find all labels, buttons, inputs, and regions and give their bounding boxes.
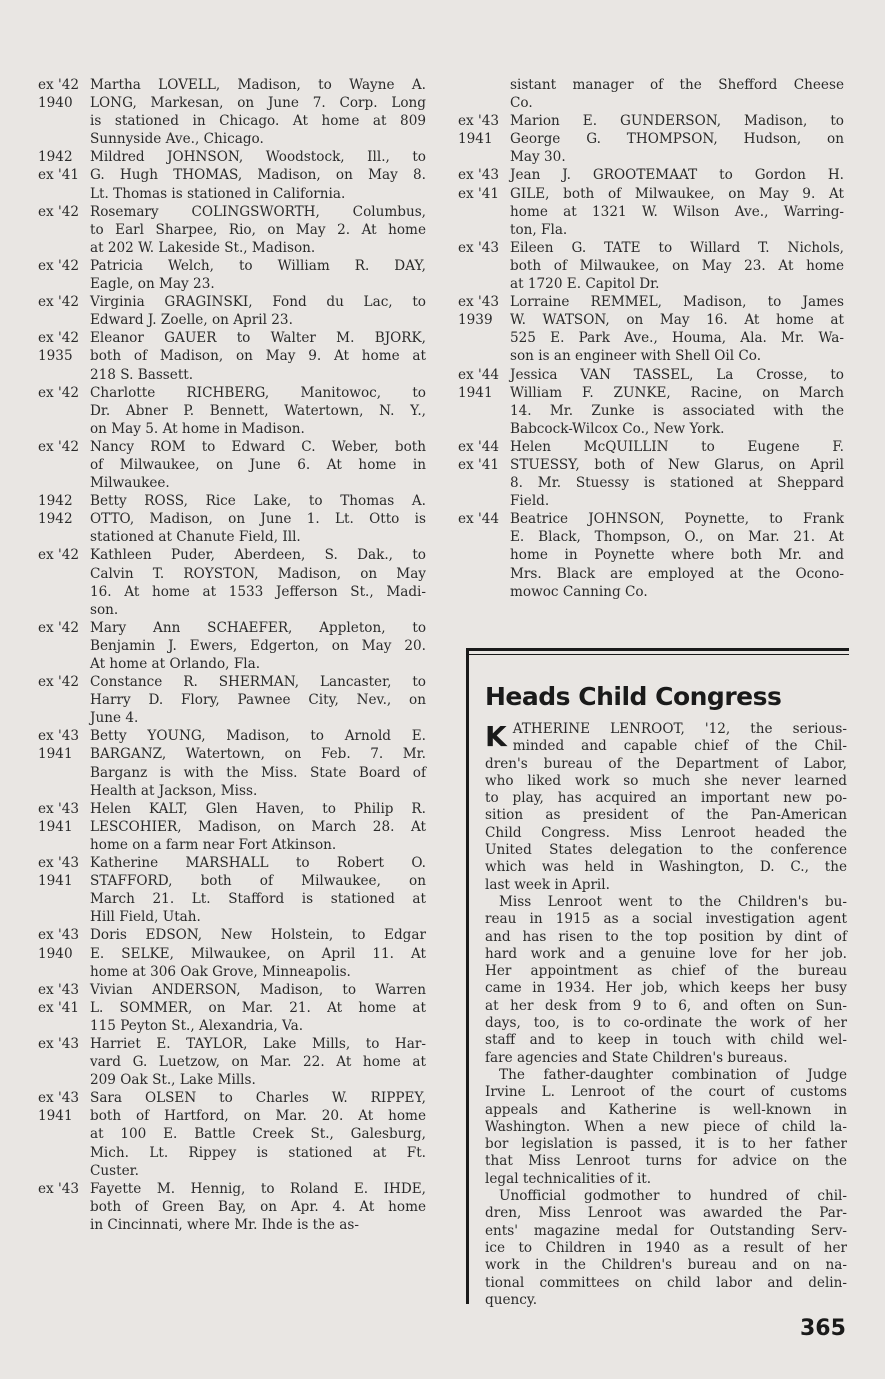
class-year-tag: ex '42 [38, 619, 80, 636]
entry-line: home at 1321 W. Wilson Ave., Warring- [510, 203, 844, 220]
entry-line: Custer. [90, 1162, 139, 1179]
entry-line: E. Black, Thompson, O., on Mar. 21. At [510, 529, 844, 546]
entry-text [510, 166, 844, 238]
entry-line: ton, Fla. [510, 221, 568, 238]
entry-line: Eileen G. TATE to Willard T. Nichols, [510, 239, 844, 256]
entry-line: LESCOHIER, Madison, on March 28. At [90, 818, 426, 835]
entry-text [90, 800, 426, 854]
box-top-rule [469, 648, 849, 651]
class-year-tag: ex '43 [38, 800, 80, 817]
article-line: Irvine L. Lenroot of the court of customs [485, 1084, 847, 1101]
article-line: last week in April. [485, 876, 610, 893]
class-year-tags [38, 854, 90, 926]
article-line: appeals and Katherine is well-known in [485, 1101, 847, 1118]
entry-line: 209 Oak St., Lake Mills. [90, 1072, 256, 1089]
class-note-entry [38, 76, 426, 148]
entry-text [510, 112, 844, 166]
class-year-tag: ex '42 [38, 294, 80, 311]
class-year-tags [38, 384, 90, 438]
article-line: came in 1934. Her job, which keeps her busy [485, 980, 847, 997]
article-line: days, too, is to co-ordinate the work of her [485, 1015, 847, 1032]
entry-line: L. SOMMER, on Mar. 21. At home at [90, 999, 426, 1016]
class-year-tag: 1940 [38, 945, 73, 962]
article-line: legal technicalities of it. [485, 1170, 652, 1187]
article-line: ents' magazine medal for Outstanding Serv- [485, 1222, 847, 1239]
class-year-tag: ex '43 [458, 239, 500, 256]
entry-line: BARGANZ, Watertown, on Feb. 7. Mr. [90, 746, 426, 763]
entry-line: Doris EDSON, New Holstein, to Edgar [90, 927, 426, 944]
class-year-tag: ex '43 [458, 294, 500, 311]
class-year-tag: ex '44 [458, 366, 500, 383]
class-year-tag: ex '41 [458, 456, 500, 473]
entry-line: Betty YOUNG, Madison, to Arnold E. [90, 728, 426, 745]
class-note-entry [38, 329, 426, 383]
article-line: work in the Children's bureau and on na- [485, 1257, 847, 1274]
entry-text [90, 76, 426, 148]
entry-line: Katherine MARSHALL to Robert O. [90, 855, 426, 872]
class-year-tag: 1941 [458, 131, 493, 148]
entry-text [90, 293, 426, 329]
class-year-tag: 1941 [38, 1108, 73, 1125]
entry-line: Nancy ROM to Edward C. Weber, both [90, 438, 426, 455]
class-note-entry [38, 293, 426, 329]
entry-text [90, 619, 426, 673]
entry-text [90, 926, 426, 980]
entry-line: George G. THOMPSON, Hudson, on [510, 131, 844, 148]
class-year-tags [38, 981, 90, 1035]
entry-line: in Cincinnati, where Mr. Ihde is the as- [90, 1216, 359, 1233]
entry-line: both of Milwaukee, on May 23. At home [510, 257, 844, 274]
class-year-tag: ex '43 [38, 1035, 80, 1052]
entry-line: Sunnyside Ave., Chicago. [90, 131, 264, 148]
entry-line: both of Madison, on May 9. At home at [90, 348, 426, 365]
entry-line: Jean J. GROOTEMAAT to Gordon H. [510, 167, 844, 184]
class-year-tag: ex '43 [38, 728, 80, 745]
entry-text [510, 76, 844, 112]
class-year-tag: ex '43 [38, 927, 80, 944]
article-line: to play, has acquired an important new po- [485, 790, 847, 807]
entry-line: Jessica VAN TASSEL, La Crosse, to [510, 366, 844, 383]
entry-text [90, 546, 426, 618]
entry-line: Mary Ann SCHAEFER, Appleton, to [90, 619, 426, 636]
entry-line: Mich. Lt. Rippey is stationed at Ft. [90, 1144, 426, 1161]
entry-line: Edward J. Zoelle, on April 23. [90, 312, 293, 329]
class-year-tags [38, 619, 90, 673]
class-year-tag: ex '41 [38, 999, 80, 1016]
class-year-tag: ex '44 [458, 438, 500, 455]
entry-line: both of Hartford, on Mar. 20. At home [90, 1108, 426, 1125]
article-line: Washington. When a new piece of child la- [485, 1118, 847, 1135]
class-year-tags [458, 166, 510, 238]
entry-text [510, 239, 844, 293]
entry-line: both of Green Bay, on Apr. 4. At home [90, 1198, 426, 1215]
entry-line: Eleanor GAUER to Walter M. BJORK, [90, 330, 426, 347]
entry-line: son is an engineer with Shell Oil Co. [510, 348, 762, 365]
class-year-tags [38, 257, 90, 293]
entry-line: on May 5. At home in Madison. [90, 420, 305, 437]
article-line: that Miss Lenroot turns for advice on the [485, 1153, 847, 1170]
class-year-tag: 1940 [38, 95, 73, 112]
class-note-entry [458, 293, 844, 365]
entry-text [90, 1089, 426, 1179]
class-year-tag: ex '42 [38, 384, 80, 401]
class-year-tags [458, 293, 510, 365]
entry-line: Mrs. Black are employed at the Ocono- [510, 565, 844, 582]
entry-line: is stationed in Chicago. At home at 809 [90, 113, 426, 130]
class-year-tag: 1935 [38, 348, 73, 365]
class-year-tags [38, 492, 90, 546]
entry-line: Helen KALT, Glen Haven, to Philip R. [90, 800, 426, 817]
entry-line: LONG, Markesan, on June 7. Corp. Long [90, 95, 426, 112]
class-year-tag: ex '42 [38, 257, 80, 274]
entry-line: G. Hugh THOMAS, Madison, on May 8. [90, 167, 426, 184]
class-note-entry [38, 384, 426, 438]
class-note-entry [458, 166, 844, 238]
class-note-entry [38, 926, 426, 980]
entry-text [90, 981, 426, 1035]
class-note-entry [458, 112, 844, 166]
entry-text [510, 510, 844, 600]
class-note-entry [38, 800, 426, 854]
entry-line: 525 E. Park Ave., Houma, Ala. Mr. Wa- [510, 330, 844, 347]
class-year-tag: ex '43 [38, 1090, 80, 1107]
entry-line: June 4. [90, 710, 139, 727]
entry-line: Beatrice JOHNSON, Poynette, to Frank [510, 511, 844, 528]
entry-line: Rosemary COLINGSWORTH, Columbus, [90, 203, 426, 220]
left-column [38, 76, 426, 1234]
article-line: Child Congress. Miss Lenroot headed the [485, 824, 847, 841]
class-year-tag: 1941 [458, 384, 493, 401]
class-year-tags [458, 239, 510, 293]
class-year-tags [38, 727, 90, 799]
class-year-tags [458, 366, 510, 438]
entry-line: Milwaukee. [90, 475, 170, 492]
entry-text [90, 1180, 426, 1234]
class-year-tag: ex '43 [458, 113, 500, 130]
entry-line: Benjamin J. Ewers, Edgerton, on May 20. [90, 637, 426, 654]
entry-line: 218 S. Bassett. [90, 366, 194, 383]
entry-line: Field. [510, 493, 550, 510]
class-year-tag: 1942 [38, 149, 73, 166]
article-line: fare agencies and State Children's bureaus. [485, 1049, 788, 1066]
entry-text [90, 727, 426, 799]
class-year-tags [38, 76, 90, 148]
entry-line: Sara OLSEN to Charles W. RIPPEY, [90, 1090, 426, 1107]
entry-line: Health at Jackson, Miss. [90, 782, 258, 799]
entry-line: Kathleen Puder, Aberdeen, S. Dak., to [90, 547, 426, 564]
article-line: bor legislation is passed, it is to her father [485, 1136, 847, 1153]
class-note-entry [38, 546, 426, 618]
entry-text [90, 854, 426, 926]
article-line: Her appointment as chief of the bureau [485, 963, 847, 980]
entry-text [510, 293, 844, 365]
class-year-tags [38, 800, 90, 854]
entry-line: stationed at Chanute Field, Ill. [90, 529, 301, 546]
article-body [485, 721, 847, 1309]
entry-line: Lt. Thomas is stationed in California. [90, 185, 346, 202]
article-line: reau in 1915 as a social investigation agent [485, 911, 847, 928]
article-line: who liked work so much she never learned [485, 772, 847, 789]
drop-cap-letter: K [485, 720, 507, 753]
entry-line: Hill Field, Utah. [90, 909, 201, 926]
right-column [458, 76, 844, 601]
class-note-entry [38, 1180, 426, 1234]
class-year-tag: ex '41 [458, 185, 500, 202]
entry-line: Helen McQUILLIN to Eugene F. [510, 438, 844, 455]
class-year-tag: 1941 [38, 873, 73, 890]
article-line: at her desk from 9 to 6, and often on Sun- [485, 997, 847, 1014]
entry-line: GILE, both of Milwaukee, on May 9. At [510, 185, 844, 202]
entry-line: home in Poynette where both Mr. and [510, 547, 844, 564]
entry-text [90, 492, 426, 546]
entry-text [510, 438, 844, 510]
entry-line: of Milwaukee, on June 6. At home in [90, 456, 426, 473]
article-line: dren, Miss Lenroot was awarded the Par- [485, 1205, 847, 1222]
class-year-tags [38, 1180, 90, 1234]
class-note-entry [458, 510, 844, 600]
entry-line: Harriet E. TAYLOR, Lake Mills, to Har- [90, 1035, 426, 1052]
entry-text [510, 366, 844, 438]
class-note-entry [38, 727, 426, 799]
entry-line: W. WATSON, on May 16. At home at [510, 312, 844, 329]
entry-line: at 100 E. Battle Creek St., Galesburg, [90, 1126, 426, 1143]
article-line: dren's bureau of the Department of Labor, [485, 755, 847, 772]
entry-line: Martha LOVELL, Madison, to Wayne A. [90, 77, 426, 93]
entry-line: Harry D. Flory, Pawnee City, Nev., on [90, 692, 426, 709]
class-note-entry [38, 1035, 426, 1089]
entry-line: Constance R. SHERMAN, Lancaster, to [90, 674, 426, 691]
class-year-tag: 1942 [38, 493, 73, 510]
box-top-rule-thin [469, 654, 849, 655]
entry-line: Dr. Abner P. Bennett, Watertown, N. Y., [90, 402, 426, 419]
class-year-tag: ex '42 [38, 438, 80, 455]
class-note-entry [38, 492, 426, 546]
class-note-entry [458, 76, 844, 112]
entry-line: mowoc Canning Co. [510, 583, 648, 600]
article-line: hard work and a genuine love for her job. [485, 945, 847, 962]
class-year-tags [38, 329, 90, 383]
article-heading: Heads Child Congress [485, 682, 782, 711]
class-note-entry [38, 203, 426, 257]
entry-line: Barganz is with the Miss. State Board of [90, 764, 426, 781]
class-note-entry [38, 438, 426, 492]
class-note-entry [38, 1089, 426, 1179]
class-year-tags [458, 76, 510, 112]
class-year-tag: ex '43 [38, 1180, 80, 1197]
entry-line: William F. ZUNKE, Racine, on March [510, 384, 844, 401]
entry-line: March 21. Lt. Stafford is stationed at [90, 891, 426, 908]
entry-line: home on a farm near Fort Atkinson. [90, 836, 337, 853]
article-box [466, 648, 849, 1308]
class-year-tag: ex '43 [458, 167, 500, 184]
article-line: and has risen to the top position by dint of [485, 928, 847, 945]
class-year-tag: ex '44 [458, 511, 500, 528]
entry-line: 115 Peyton St., Alexandria, Va. [90, 1017, 304, 1034]
article-line: quency. [485, 1291, 538, 1308]
class-year-tag: ex '42 [38, 674, 80, 691]
article-line: minded and capable chief of the Chil- [512, 738, 847, 755]
entry-line: Fayette M. Hennig, to Roland E. IHDE, [90, 1180, 426, 1197]
entry-line: Babcock-Wilcox Co., New York. [510, 420, 725, 437]
article-line: staff and to keep in touch with child wel- [485, 1032, 847, 1049]
entry-line: 14. Mr. Zunke is associated with the [510, 402, 844, 419]
class-year-tag: ex '43 [38, 855, 80, 872]
class-note-entry [458, 366, 844, 438]
entry-line: STAFFORD, both of Milwaukee, on [90, 873, 426, 890]
entry-text [90, 148, 426, 202]
entry-text [90, 203, 426, 257]
class-year-tags [38, 1089, 90, 1179]
entry-line: E. SELKE, Milwaukee, on April 11. At [90, 945, 426, 962]
class-year-tags [38, 203, 90, 257]
class-year-tags [38, 148, 90, 202]
entry-text [90, 329, 426, 383]
class-year-tag: ex '42 [38, 547, 80, 564]
entry-line: son. [90, 601, 119, 618]
entry-line: Co. [510, 95, 533, 112]
class-year-tag: ex '42 [38, 77, 80, 93]
entry-line: 8. Mr. Stuessy is stationed at Sheppard [510, 475, 844, 492]
entry-text [90, 384, 426, 438]
class-year-tags [38, 293, 90, 329]
class-year-tags [38, 926, 90, 980]
entry-line: May 30. [510, 149, 566, 166]
entry-text [90, 257, 426, 293]
article-line: which was held in Washington, D. C., the [485, 859, 847, 876]
article-line: The father-daughter combination of Judge [499, 1066, 847, 1083]
class-note-entry [38, 673, 426, 727]
class-note-entry [38, 257, 426, 293]
class-note-entry [38, 619, 426, 673]
entry-line: At home at Orlando, Fla. [90, 656, 261, 672]
article-line: sition as president of the Pan-American [485, 807, 847, 824]
class-note-entry [458, 239, 844, 293]
class-note-entry [38, 981, 426, 1035]
class-year-tag: ex '42 [38, 203, 80, 220]
class-year-tag: 1941 [38, 746, 73, 763]
entry-line: Betty ROSS, Rice Lake, to Thomas A. [90, 493, 426, 510]
entry-line: Calvin T. ROYSTON, Madison, on May [90, 565, 426, 582]
entry-line: vard G. Luetzow, on Mar. 22. At home at [90, 1054, 426, 1071]
entry-text [90, 673, 426, 727]
entry-line: to Earl Sharpee, Rio, on May 2. At home [90, 221, 426, 238]
class-year-tags [38, 546, 90, 618]
article-line: Unofficial godmother to hundred of chil- [499, 1188, 847, 1205]
class-year-tag: 1941 [38, 818, 73, 835]
article-line: tional committees on child labor and delin- [485, 1274, 847, 1291]
entry-line: Marion E. GUNDERSON, Madison, to [510, 113, 844, 130]
entry-line: Virginia GRAGINSKI, Fond du Lac, to [90, 294, 426, 311]
entry-line: Vivian ANDERSON, Madison, to Warren [90, 981, 426, 998]
article-line: United States delegation to the conference [485, 842, 847, 859]
class-year-tag: 1939 [458, 312, 493, 329]
class-year-tag: 1942 [38, 511, 73, 528]
entry-line: Lorraine REMMEL, Madison, to James [510, 294, 844, 311]
entry-line: at 202 W. Lakeside St., Madison. [90, 239, 316, 256]
entry-line: STUESSY, both of New Glarus, on April [510, 456, 844, 473]
entry-line: home at 306 Oak Grove, Minneapolis. [90, 963, 351, 980]
entry-line: Mildred JOHNSON, Woodstock, Ill., to [90, 149, 426, 166]
entry-line: sistant manager of the Shefford Cheese [510, 77, 844, 93]
class-note-entry [38, 854, 426, 926]
class-year-tags [38, 438, 90, 492]
class-year-tag: ex '41 [38, 167, 80, 184]
entry-text [90, 438, 426, 492]
class-year-tags [458, 438, 510, 510]
article-line: ice to Children in 1940 as a result of her [485, 1239, 847, 1256]
entry-line: Charlotte RICHBERG, Manitowoc, to [90, 384, 426, 401]
class-year-tags [38, 1035, 90, 1089]
class-year-tag: ex '42 [38, 330, 80, 347]
class-year-tag: ex '43 [38, 981, 80, 998]
page-number: 365 [800, 1316, 846, 1341]
class-year-tags [458, 112, 510, 166]
class-note-entry [458, 438, 844, 510]
article-line: ATHERINE LENROOT, '12, the serious- [512, 721, 847, 737]
entry-line: Patricia Welch, to William R. DAY, [90, 257, 426, 274]
entry-line: 16. At home at 1533 Jefferson St., Madi- [90, 583, 426, 600]
class-note-entry [38, 148, 426, 202]
article-line: Miss Lenroot went to the Children's bu- [499, 893, 847, 910]
class-year-tags [38, 673, 90, 727]
entry-line: Eagle, on May 23. [90, 276, 215, 293]
entry-line: at 1720 E. Capitol Dr. [510, 276, 660, 293]
entry-line: OTTO, Madison, on June 1. Lt. Otto is [90, 511, 426, 528]
class-year-tags [458, 510, 510, 600]
entry-text [90, 1035, 426, 1089]
